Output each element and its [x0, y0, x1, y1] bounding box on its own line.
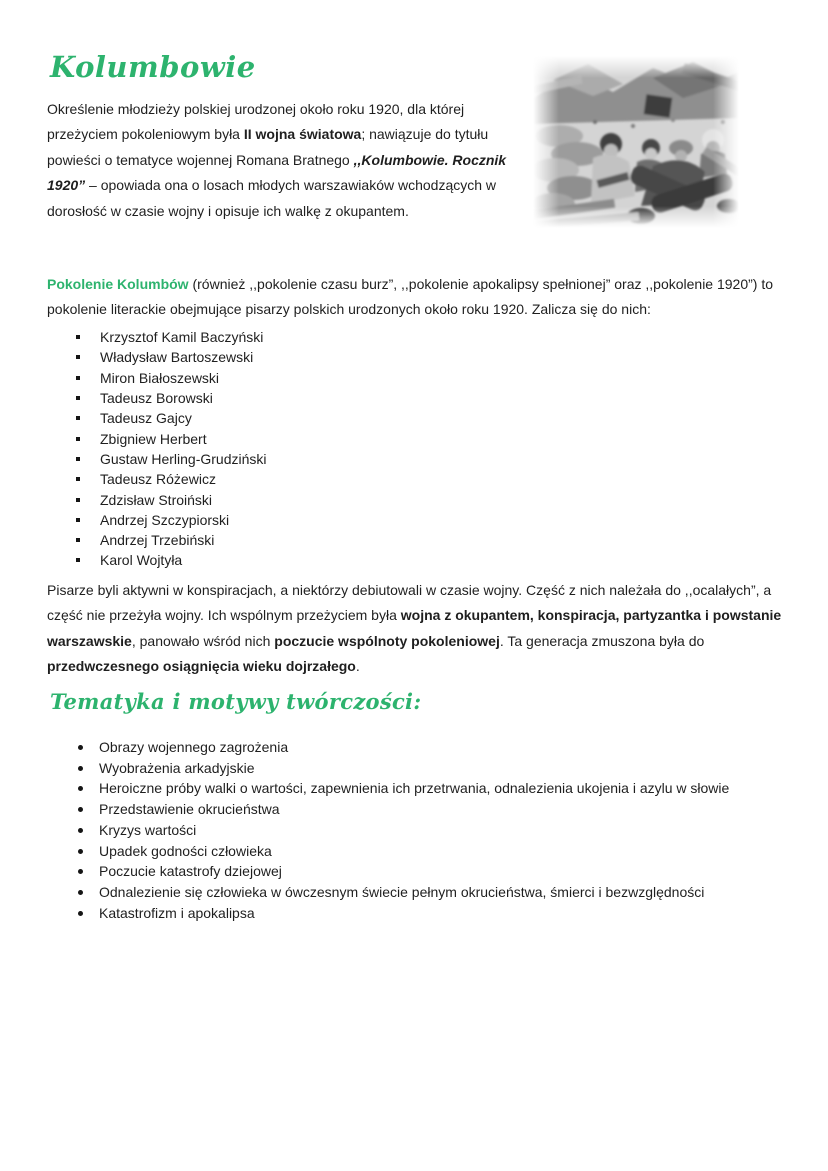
- square-bullet-icon: [76, 498, 80, 502]
- list-item: [76, 388, 267, 408]
- square-bullet-icon: [76, 396, 80, 400]
- list-item: [78, 820, 790, 841]
- writer-name: Krzysztof Kamil Baczyński: [100, 329, 264, 346]
- square-bullet-icon: [76, 457, 80, 461]
- list-item: [76, 489, 267, 509]
- list-item: [78, 903, 790, 924]
- theme-text: Odnalezienie się człowieka w ówczesnym świecie pełnym okrucieństwa, śmierci i bezwzględności: [99, 883, 705, 900]
- list-item: [76, 408, 267, 428]
- writers-list: [76, 327, 267, 571]
- list-item: [76, 327, 267, 347]
- list-item: [78, 799, 790, 820]
- writer-name: Andrzej Trzebiński: [100, 532, 215, 549]
- text-run: (również ,,pokolenie czasu burz”, ,,pokolenie apokalipsy spełnionej” oraz ,,pokolenie 1920”) to pokolenie literackie obejmujące pisarzy polskich urodzonych około roku 1920. Zalicza się do nich:: [47, 276, 774, 318]
- dot-bullet-icon: [78, 766, 83, 771]
- list-item: [78, 758, 790, 779]
- dot-bullet-icon: [78, 786, 83, 791]
- text-run: .: [355, 658, 360, 675]
- theme-text: Heroiczne próby walki o wartości, zapewnienia ich przetrwania, odnalezienia ukojenia i azylu w słowie: [99, 780, 730, 797]
- themes-list: [78, 737, 790, 923]
- square-bullet-icon: [76, 477, 80, 481]
- list-item: [78, 737, 790, 758]
- text-run: . Ta generacja zmuszona była do: [499, 632, 705, 649]
- writer-name: Miron Białoszewski: [100, 369, 220, 386]
- war-photo-illustration: [533, 56, 739, 228]
- section-title: Tematyka i motywy twórczości:: [50, 689, 422, 714]
- list-item: [76, 428, 267, 448]
- square-bullet-icon: [76, 518, 80, 522]
- list-item: [76, 449, 267, 469]
- dot-bullet-icon: [78, 828, 83, 833]
- bold-text-run: wojna z okupantem, konspiracja, partyzantka i powstanie warszawskie: [47, 607, 782, 649]
- square-bullet-icon: [76, 558, 80, 562]
- theme-text: Wyobrażenia arkadyjskie: [99, 759, 255, 776]
- text-run: , panowało wśród nich: [131, 632, 275, 649]
- writer-name: Karol Wojtyła: [100, 552, 183, 569]
- list-item: [76, 550, 267, 570]
- dot-bullet-icon: [78, 849, 83, 854]
- square-bullet-icon: [76, 376, 80, 380]
- bold-text-run: przedwczesnego osiągnięcia wieku dojrzałego: [47, 658, 356, 675]
- list-item: [78, 841, 790, 862]
- writer-name: Tadeusz Borowski: [100, 390, 213, 407]
- page-title: Kolumbowie: [50, 50, 256, 84]
- square-bullet-icon: [76, 335, 80, 339]
- writer-name: Tadeusz Różewicz: [100, 471, 216, 488]
- generation-term: Pokolenie Kolumbów: [47, 276, 189, 292]
- text-run: Określenie młodzieży polskiej urodzonej około roku 1920, dla której przeżyciem pokoleniowym była: [47, 101, 465, 143]
- bold-text-run: II wojna światowa: [243, 126, 362, 143]
- theme-text: Obrazy wojennego zagrożenia: [99, 739, 289, 755]
- dot-bullet-icon: [78, 807, 83, 812]
- dot-bullet-icon: [78, 911, 83, 916]
- list-item: [78, 778, 790, 799]
- theme-text: Katastrofizm i apokalipsa: [99, 904, 255, 921]
- intro-paragraph: [47, 97, 521, 224]
- writer-name: Zdzisław Stroiński: [100, 491, 213, 508]
- theme-text: Przedstawienie okrucieństwa: [99, 801, 280, 818]
- list-item: [78, 882, 790, 903]
- square-bullet-icon: [76, 355, 80, 359]
- list-item: [76, 510, 267, 530]
- list-item: [78, 861, 790, 882]
- bold-text-run: poczucie wspólnoty pokoleniowej: [274, 632, 500, 649]
- writer-name: Zbigniew Herbert: [100, 430, 207, 447]
- text-run: ; nawiązuje do tytułu powieści o tematyce wojennej Romana Bratnego: [47, 126, 489, 168]
- dot-bullet-icon: [78, 869, 83, 874]
- theme-text: Upadek godności człowieka: [99, 842, 272, 859]
- dot-bullet-icon: [78, 745, 83, 750]
- theme-text: Poczucie katastrofy dziejowej: [99, 863, 282, 880]
- list-item: [76, 469, 267, 489]
- book-title-text: ,,Kolumbowie. Rocznik 1920”: [47, 151, 507, 194]
- writer-name: Tadeusz Gajcy: [100, 410, 192, 427]
- text-run: Pisarze byli aktywni w konspiracjach, a niektórzy debiutowali w czasie wojny. Część z nich należała do ,,ocalałych”, a część nie przeżyła wojny. Ich wspólnym przeżyciem była: [47, 582, 772, 624]
- list-item: [76, 530, 267, 550]
- theme-text: Kryzys wartości: [99, 821, 197, 838]
- list-item: [76, 347, 267, 367]
- list-item: [76, 368, 267, 388]
- war-photo: [533, 56, 739, 228]
- writer-name: Andrzej Szczypiorski: [100, 511, 230, 528]
- generation-paragraph: [47, 272, 789, 323]
- summary-paragraph: [47, 578, 793, 680]
- writer-name: Gustaw Herling-Grudziński: [100, 450, 267, 467]
- square-bullet-icon: [76, 437, 80, 441]
- text-run: – opowiada ona o losach młodych warszawiaków wchodzących w dorosłość w czasie wojny i opisuje ich walkę z okupantem.: [47, 177, 497, 219]
- dot-bullet-icon: [78, 890, 83, 895]
- writer-name: Władysław Bartoszewski: [100, 349, 254, 366]
- square-bullet-icon: [76, 538, 80, 542]
- square-bullet-icon: [76, 416, 80, 420]
